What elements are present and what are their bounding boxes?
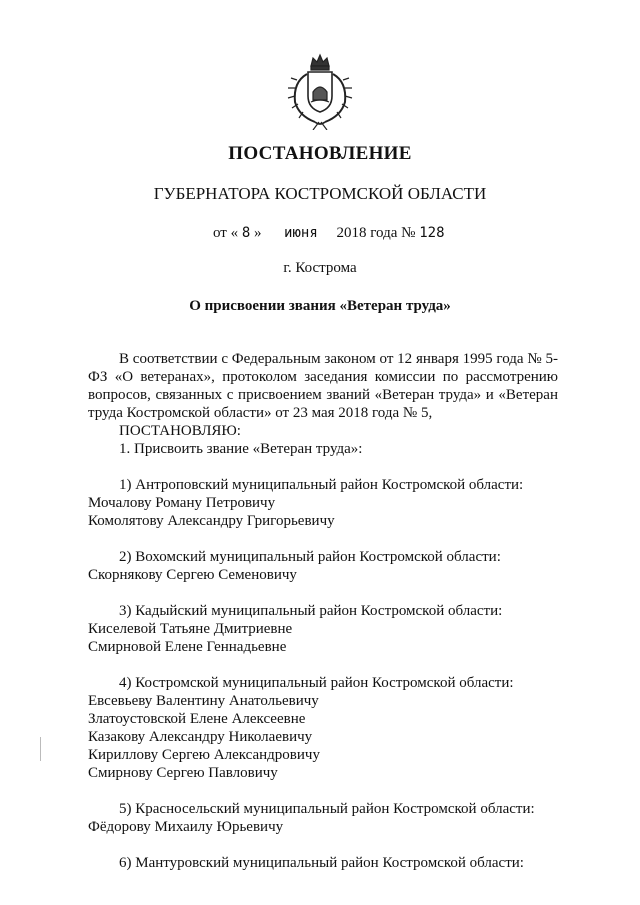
city-line: г. Кострома	[283, 260, 357, 276]
intro-paragraph: В соответствии с Федеральным законом от 12 января 1995 года № 5-ФЗ «О ветеранах», протоколом заседания комиссии по рассмотрению вопросов, связанных с присвоением званий «Ветеран труда» и «Ветеран труда Костромской области» от 23 мая 2018 года № 5,	[88, 351, 558, 421]
decree-line: ПОСТАНОВЛЯЮ:	[119, 423, 241, 439]
date-mid: »	[254, 225, 262, 241]
person-name: Киселевой Татьяне Дмитриевне	[88, 621, 293, 637]
district-section	[88, 800, 558, 836]
person-name: Казакову Александру Николаевичу	[88, 729, 313, 745]
district-name: 4) Костромской муниципальный район Костромской области:	[119, 675, 514, 691]
person-name: Мочалову Роману Петровичу	[88, 495, 276, 511]
point-1: 1. Присвоить звание «Ветеран труда»:	[119, 441, 363, 457]
district-name: 2) Вохомский муниципальный район Костромской области:	[119, 549, 501, 565]
person-name: Смирнову Сергею Павловичу	[88, 765, 278, 781]
district-name: 3) Кадыйский муниципальный район Костромской области:	[119, 603, 503, 619]
person-name: Комолятову Александру Григорьевичу	[88, 513, 335, 529]
person-name: Смирновой Елене Геннадьевне	[88, 639, 287, 655]
person-name: Фёдорову Михаилу Юрьевичу	[88, 819, 284, 835]
district-section	[88, 476, 558, 530]
person-name: Златоустовской Елене Алексеевне	[88, 711, 306, 727]
date-line	[213, 225, 445, 242]
date-year: 2018 года №	[336, 225, 416, 241]
district-name: 5) Красносельский муниципальный район Костромской области:	[119, 801, 535, 817]
document-subject: О присвоении звания «Ветеран труда»	[189, 298, 451, 314]
date-day: 8	[241, 225, 251, 241]
date-prefix: от «	[213, 225, 239, 241]
district-name: 6) Мантуровский муниципальный район Костромской области:	[119, 855, 524, 871]
district-section	[88, 674, 558, 782]
margin-mark	[40, 737, 41, 761]
document-title: ПОСТАНОВЛЕНИЕ	[228, 143, 412, 164]
person-name: Кириллову Сергею Александровичу	[88, 747, 320, 763]
coat-of-arms-emblem	[275, 52, 365, 130]
document-body	[88, 350, 558, 872]
person-name: Евсевьеву Валентину Анатольевичу	[88, 693, 319, 709]
district-section	[88, 548, 558, 584]
date-month: июня	[284, 225, 318, 241]
person-name: Скорнякову Сергею Семеновичу	[88, 567, 297, 583]
district-section	[88, 854, 558, 872]
district-section	[88, 602, 558, 656]
district-name: 1) Антроповский муниципальный район Костромской области:	[119, 477, 524, 493]
document-number: 128	[419, 225, 445, 241]
document-subtitle: ГУБЕРНАТОРА КОСТРОМСКОЙ ОБЛАСТИ	[153, 184, 487, 203]
